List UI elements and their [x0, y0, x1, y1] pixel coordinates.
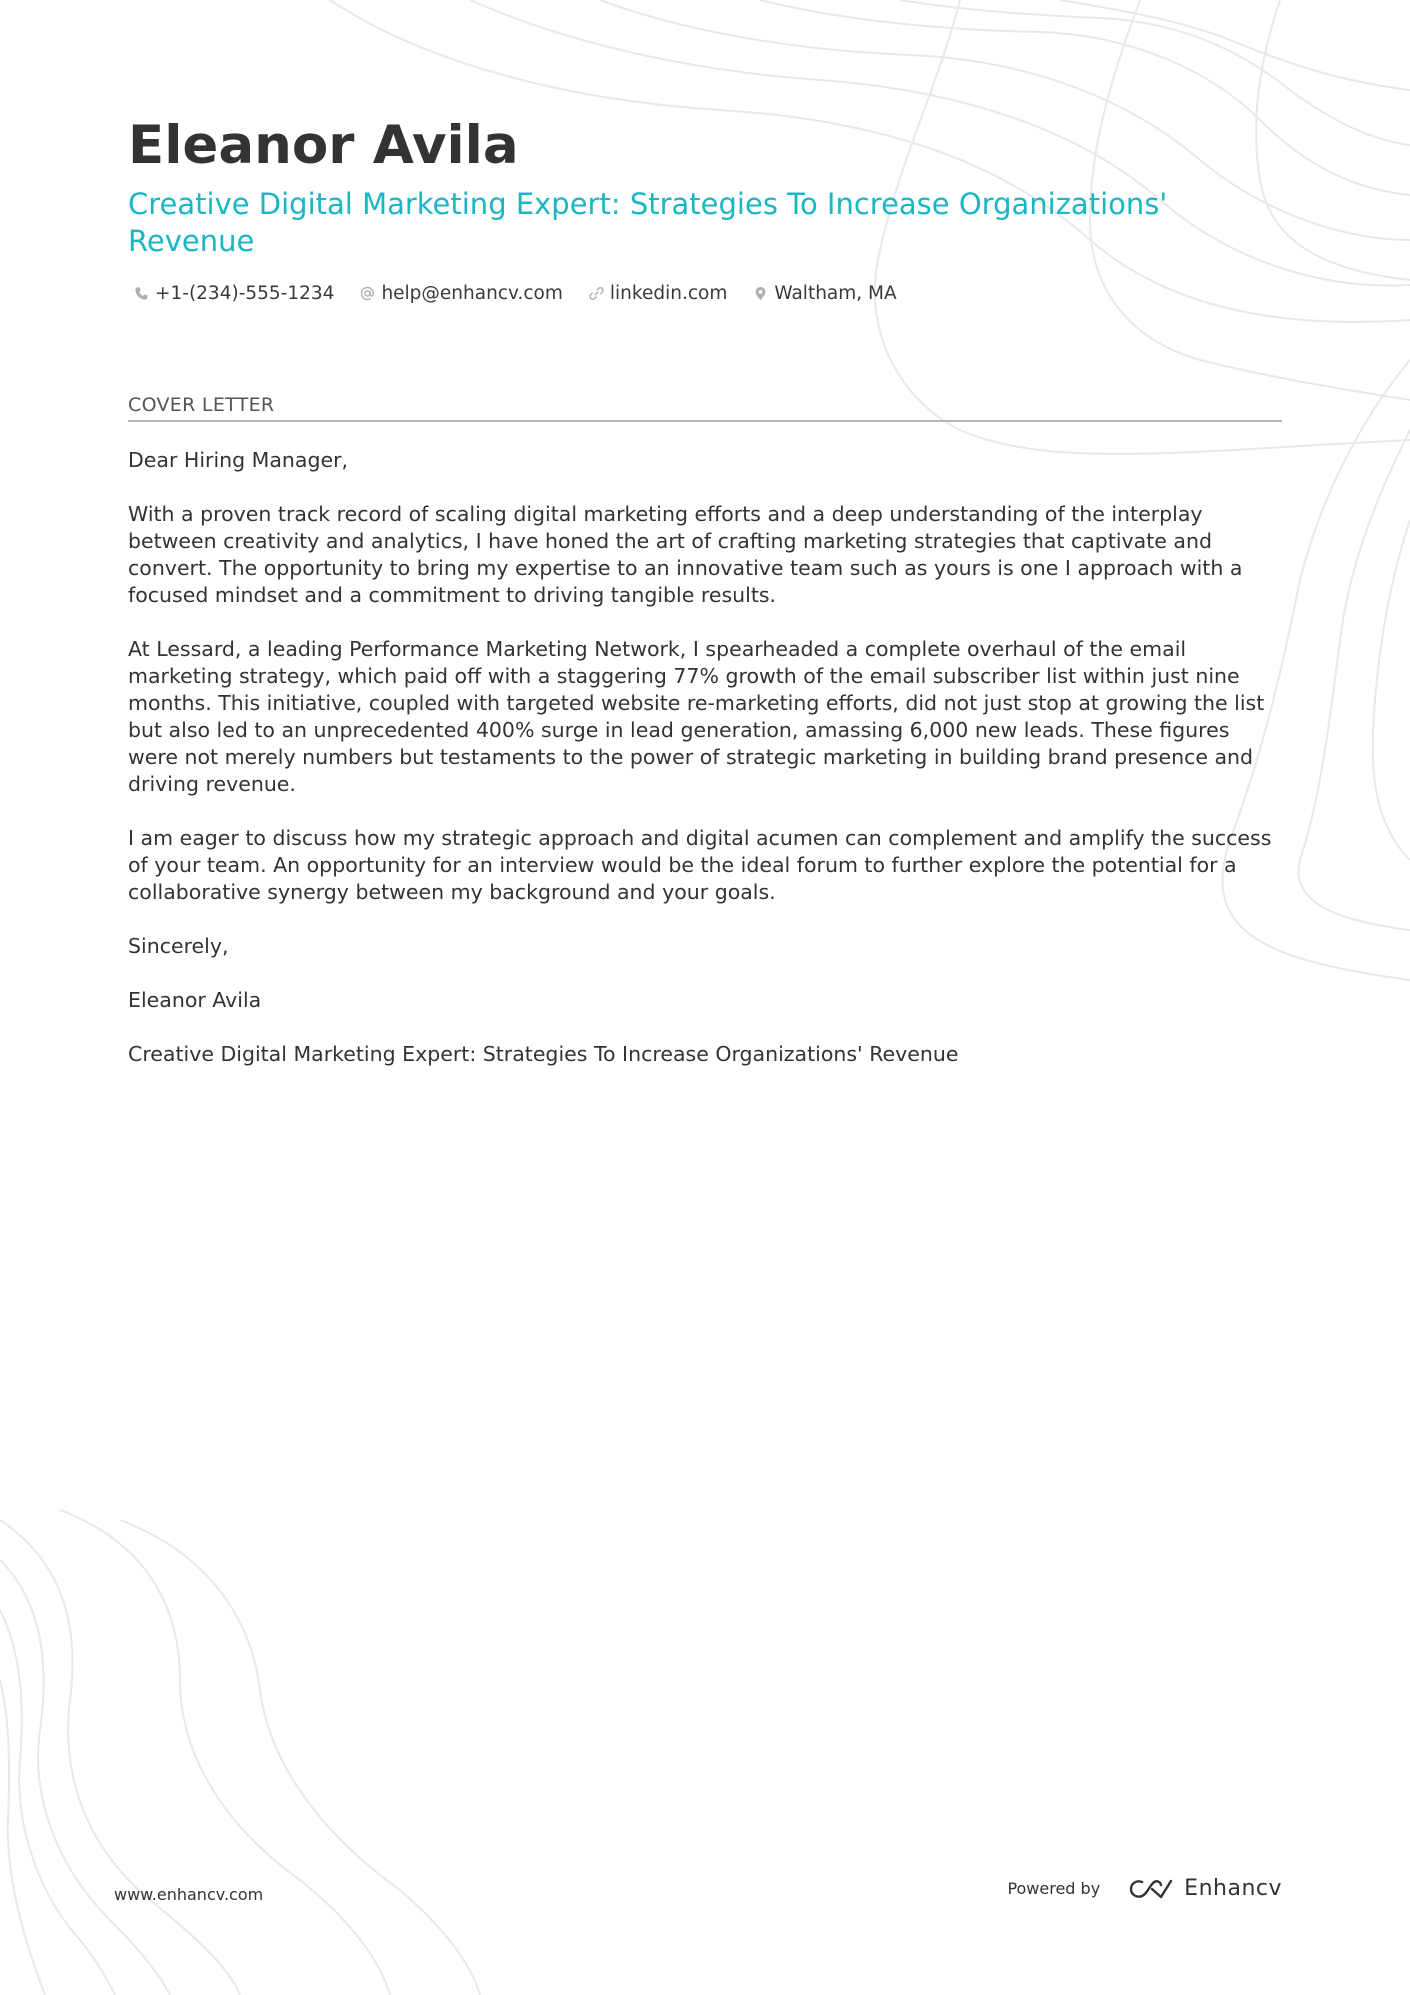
- link-icon: [589, 286, 604, 301]
- contact-linkedin-text: linkedin.com: [609, 283, 728, 304]
- powered-by-badge[interactable]: [1007, 1876, 1282, 1901]
- powered-by-label: Powered by: [1007, 1879, 1101, 1898]
- contact-bar: [134, 283, 923, 304]
- letter-signature-title: Creative Digital Marketing Expert: Strategies To Increase Organizations' Revenue: [128, 1042, 959, 1066]
- contact-location: [753, 283, 896, 304]
- letter-paragraph-3: I am eager to discuss how my strategic approach and digital acumen can complement and amplify the success of your team. An opportunity for an interview would be the ideal forum to further explore the potential for a collaborative synergy between my background and your goals.: [128, 826, 1272, 904]
- letter-closing: Sincerely,: [128, 934, 229, 958]
- enhancv-logo-icon: [1128, 1877, 1174, 1901]
- cover-letter-body: [128, 447, 1282, 1095]
- candidate-name: Eleanor Avila: [128, 115, 519, 176]
- at-icon: [360, 286, 375, 301]
- footer-website-link[interactable]: www.enhancv.com: [114, 1885, 264, 1904]
- section-title-cover-letter: COVER LETTER: [128, 394, 275, 416]
- contact-email-text: help@enhancv.com: [381, 283, 563, 304]
- map-pin-icon: [753, 286, 768, 301]
- letter-greeting: Dear Hiring Manager,: [128, 448, 349, 472]
- contact-linkedin[interactable]: [589, 283, 727, 304]
- section-divider: [128, 420, 1282, 422]
- contact-location-text: Waltham, MA: [774, 283, 897, 304]
- contact-phone-text: +1-(234)-555-1234: [155, 283, 335, 304]
- letter-paragraph-1: With a proven track record of scaling digital marketing efforts and a deep understanding of the interplay between creativity and analytics, I have honed the art of crafting marketing strategies that captivate and convert. The opportunity to bring my expertise to an innovative team such as yours is one I approach with a focused mindset and a commitment to driving tangible results.: [128, 502, 1243, 607]
- contact-phone[interactable]: [134, 283, 334, 304]
- letter-signature-name: Eleanor Avila: [128, 988, 262, 1012]
- enhancv-brand-name: Enhancv: [1184, 1876, 1282, 1901]
- letter-paragraph-2: At Lessard, a leading Performance Marketing Network, I spearheaded a complete overhaul of the email marketing strategy, which paid off with a staggering 77% growth of the email subscriber list within just nine months. This initiative, coupled with targeted website re-marketing efforts, did not just stop at growing the list but also led to an unprecedented 400% surge in lead generation, amassing 6,000 new leads. These figures were not merely numbers but testaments to the power of strategic marketing in building brand presence and driving revenue.: [128, 637, 1265, 796]
- phone-icon: [134, 286, 149, 301]
- contact-email[interactable]: [360, 283, 562, 304]
- candidate-headline: Creative Digital Marketing Expert: Strategies To Increase Organizations' Revenue: [128, 187, 1168, 258]
